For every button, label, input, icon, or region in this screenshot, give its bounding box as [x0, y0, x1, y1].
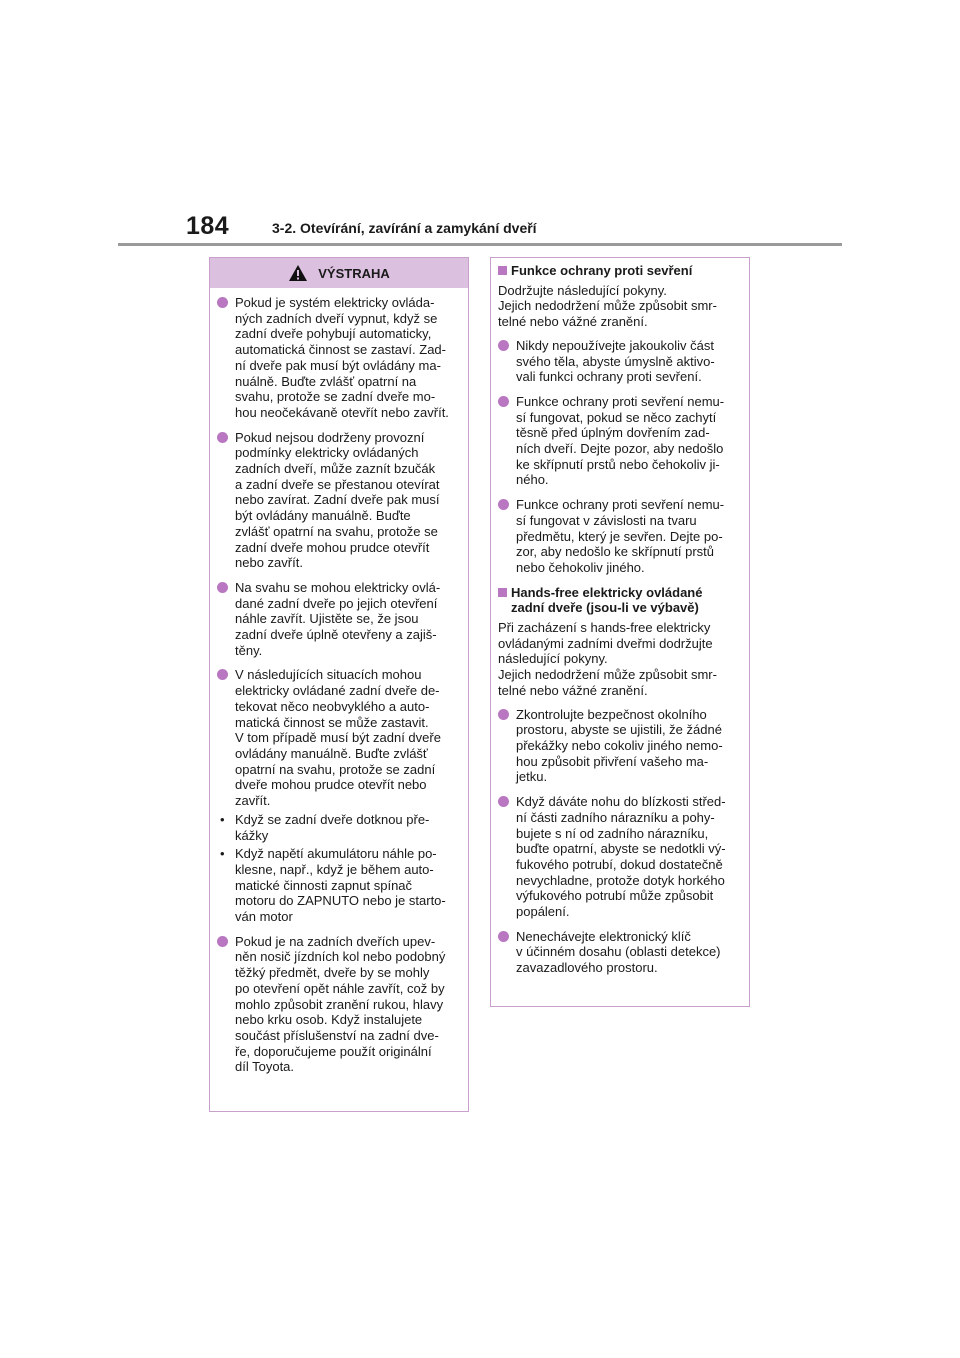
section-heading-pinch-protection: Funkce ochrany proti sevření [498, 263, 743, 279]
page-number: 184 [186, 212, 230, 240]
section-heading-hands-free: Hands-free elektricky ovládané zadní dveře (jsou-li ve výbavě) [498, 585, 743, 616]
warning-title: VÝSTRAHA [318, 265, 390, 281]
warning-header [210, 258, 468, 288]
info-item: Nenechávejte elektronický klíč v účinném dosahu (oblasti detekce) zavazadlového prostoru. [498, 929, 743, 976]
warning-item: V následujících situacích mohou elektricky ovládané zadní dveře de- tekovat něco neobvyklého a auto- matická činnost se může zastavit. V tom případě musí být zadní dveře ovládány manuálně. Buďte zvlášť opatrní na svahu, protože se zadní dveře mohou prudce otevřít nebo zavřít. [217, 667, 462, 808]
bullet-dot-icon [217, 582, 228, 593]
bullet-dot-icon [498, 931, 509, 942]
section-square-icon [498, 266, 507, 275]
bullet-dot-icon [498, 709, 509, 720]
warning-body [210, 288, 468, 1075]
warning-item: Na svahu se mohou elektricky ovlá- dané zadní dveře po jejich otevření náhle zavřít. Ujistěte se, že jsou zadní dveře úplně otevřeny a zajiš- těny. [217, 580, 462, 659]
bullet-dot-icon [498, 796, 509, 807]
bullet-dot-icon [217, 432, 228, 443]
sub-bullet-icon: • [220, 811, 225, 827]
section-intro: Dodržujte následující pokyny. Jejich nedodržení může způsobit smr- telné nebo vážné zranění. [498, 282, 717, 330]
warning-sub-item: • Když napětí akumulátoru náhle po- klesne, např., když je během auto- matické činnosti zapnut spínač motoru do ZAPNUTO nebo je starto- ván motor [220, 846, 446, 925]
warning-item: Pokud je na zadních dveřích upev- něn nosič jízdních kol nebo podobný těžký předmět, dveře by se mohly po otevření opět náhle zavřít, což by mohlo způsobit zranění rukou, hlavy nebo krku osob. Když instalujete součást příslušenství na zadní dve- ře, doporučujeme použít originální díl Toyota. [217, 934, 462, 1075]
warning-triangle-icon [288, 264, 308, 282]
info-box [490, 257, 750, 1007]
bullet-dot-icon [498, 340, 509, 351]
warning-item: Pokud nejsou dodrženy provozní podmínky elektricky ovládaných zadních dveří, může zaznít bzučák a zadní dveře se přestanou otevírat nebo zavírat. Zadní dveře pak musí být ovládány manuálně. Buďte zvlášť opatrní na svahu, protože se zadní dveře mohou prudce otevřít nebo zavřít. [217, 430, 462, 571]
info-item: Zkontrolujte bezpečnost okolního prostoru, abyste se ujistili, že žádné překážky nebo cokoliv jiného nemo- hou způsobit přivření vašeho ma- jetku. [498, 707, 743, 786]
chapter-title: 3-2. Otevírání, zavírání a zamykání dveří [272, 220, 537, 236]
bullet-dot-icon [498, 499, 509, 510]
bullet-dot-icon [498, 396, 509, 407]
info-item: Nikdy nepoužívejte jakoukoliv část svého těla, abyste úmyslně aktivo- vali funkci ochrany proti sevření. [498, 338, 743, 385]
warning-item: Pokud je systém elektricky ovláda- ných zadních dveří vypnut, když se zadní dveře pohybují automaticky, automatická činnost se zastaví. Zad- ní dveře pak musí být ovládány ma- nuálně. Buďte zvlášť opatrní na svahu, protože se zadní dveře mo- hou neočekávaně otevřít nebo zavřít. [217, 295, 462, 421]
bullet-dot-icon [217, 936, 228, 947]
bullet-dot-icon [217, 669, 228, 680]
info-item: Funkce ochrany proti sevření nemu- sí fungovat v závislosti na tvaru předmětu, který je sevřen. Dejte po- zor, aby nedošlo ke skřípnutí prstů nebo čehokoliv jiného. [498, 497, 743, 576]
info-item: Funkce ochrany proti sevření nemu- sí fungovat, pokud se něco zachytí těsně před úplným dovřením zad- ních dveří. Dejte pozor, aby nedošlo ke skřípnutí prstů nebo čehokoliv ji- ného. [498, 394, 743, 488]
warning-box [209, 257, 469, 1112]
header-rule [118, 243, 842, 246]
section-square-icon [498, 588, 507, 597]
section-intro: Při zacházení s hands-free elektricky ovládanými zadními dveřmi dodržujte následující pokyny. Jejich nedodržení může způsobit smr- telné nebo vážné zranění. [498, 620, 717, 698]
warning-sub-item: • Když se zadní dveře dotknou pře- kážky [220, 811, 430, 843]
sub-bullet-icon: • [220, 846, 225, 862]
bullet-dot-icon [217, 297, 228, 308]
info-item: Když dáváte nohu do blízkosti střed- ní části zadního nárazníku a pohy- bujete s ní od zadního nárazníku, buďte opatrní, abyste se nedotkli vý- fukového potrubí, dokud dostatečně nevychladne, protože dotyk horkého výfukového potrubí může způsobit popálení. [498, 794, 743, 920]
